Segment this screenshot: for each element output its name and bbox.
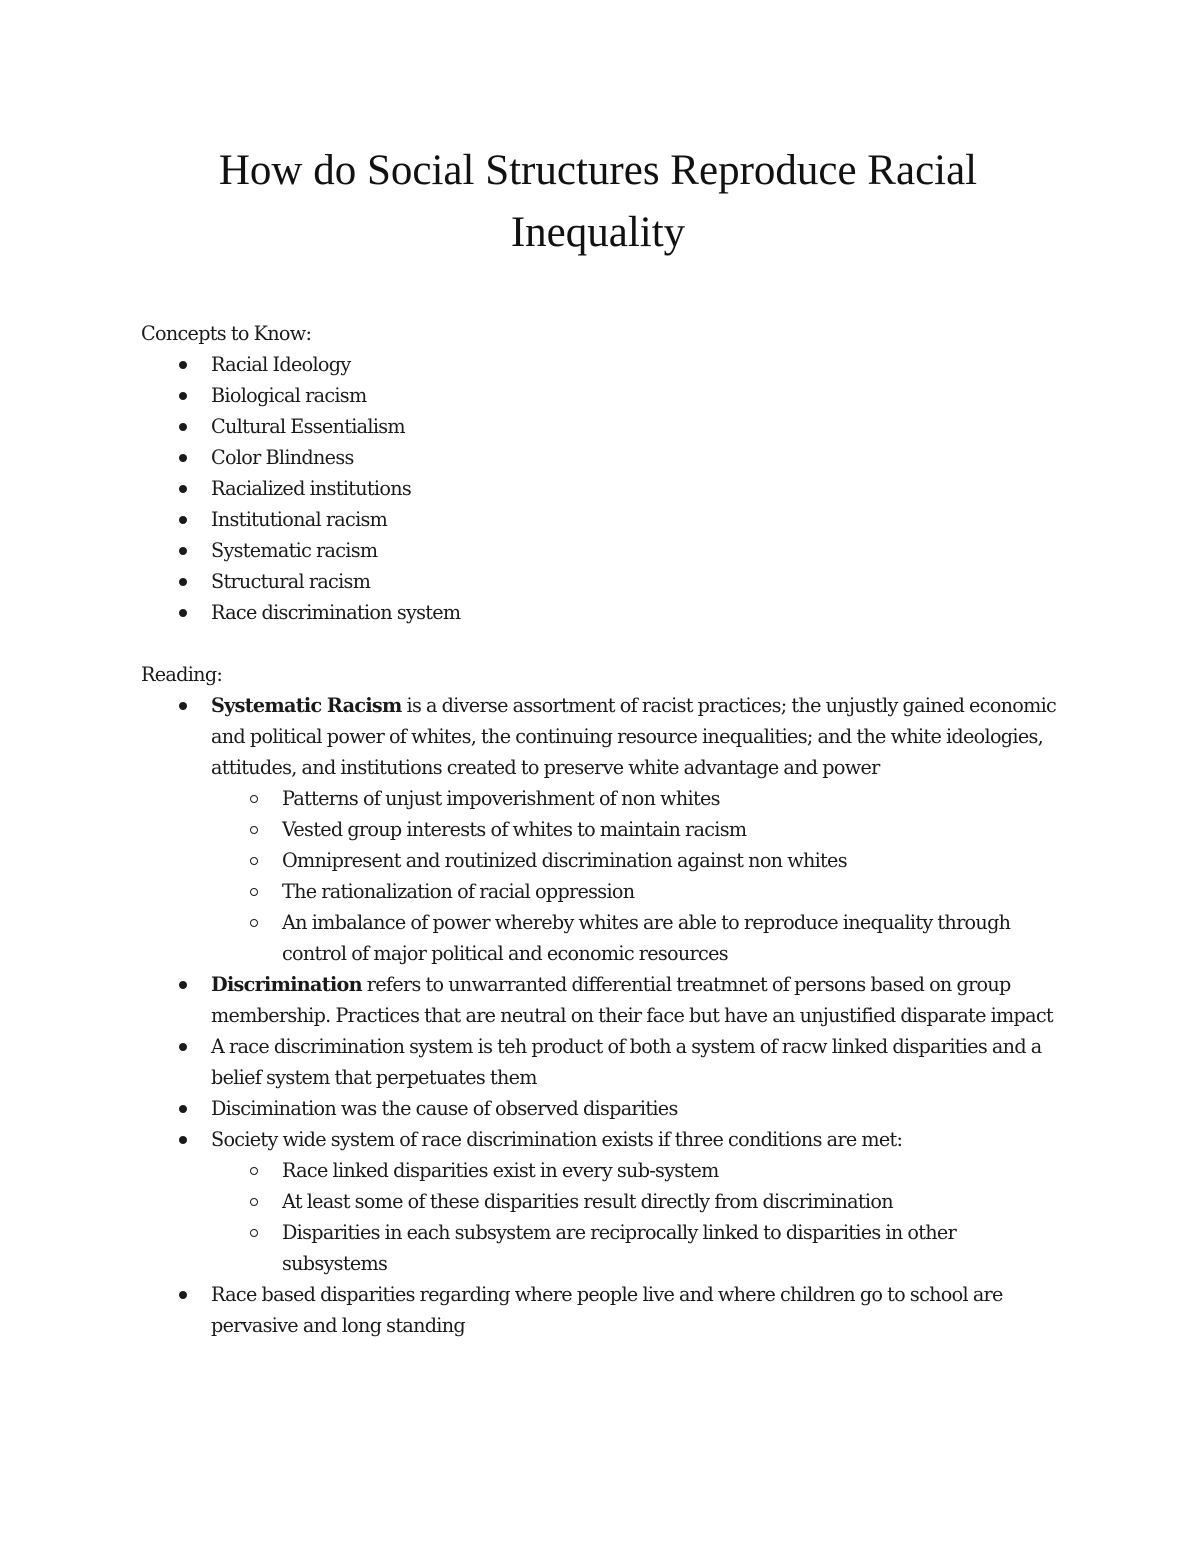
sub-list-item bbox=[210, 876, 1061, 907]
hollow-bullet-icon bbox=[250, 1198, 258, 1206]
concept-text: Cultural Essentialism bbox=[211, 415, 405, 438]
concept-text: Racialized institutions bbox=[211, 477, 412, 500]
list-item bbox=[141, 1031, 1061, 1093]
concept-text: Race discrimination system bbox=[211, 601, 461, 624]
hollow-bullet-icon bbox=[250, 857, 258, 865]
bullet-icon bbox=[179, 392, 187, 400]
bullet-icon bbox=[179, 981, 187, 989]
hollow-bullet-icon bbox=[250, 1229, 258, 1237]
reading-text: Discimination was the cause of observed disparities bbox=[211, 1097, 678, 1120]
list-item bbox=[141, 473, 1061, 504]
reading-text: Race based disparities regarding where people live and where children go to school are pervasive and long standing bbox=[211, 1283, 1003, 1337]
sub-text: Omnipresent and routinized discrimination against non whites bbox=[282, 849, 847, 872]
hollow-bullet-icon bbox=[250, 795, 258, 803]
sub-text: An imbalance of power whereby whites are able to reproduce inequality through control of major political and economic resources bbox=[282, 911, 1011, 965]
bullet-icon bbox=[179, 578, 187, 586]
sub-list bbox=[211, 1155, 1061, 1279]
sub-list-item bbox=[210, 1217, 1061, 1279]
document-title: How do Social Structures Reproduce Racial Inequality bbox=[218, 147, 978, 256]
term-systematic-racism: Systematic Racism bbox=[211, 694, 402, 717]
concept-text: Institutional racism bbox=[211, 508, 388, 531]
bullet-icon bbox=[179, 454, 187, 462]
spacer bbox=[141, 628, 1061, 659]
sub-text: The rationalization of racial oppression bbox=[282, 880, 635, 903]
bullet-icon bbox=[179, 609, 187, 617]
list-item bbox=[141, 566, 1061, 597]
reading-text: refers to unwarranted differential treatmnet of persons based on group membership. Practices that are neutral on their face but have an unjustified disparate impact bbox=[211, 973, 1053, 1027]
hollow-bullet-icon bbox=[250, 919, 258, 927]
bullet-icon bbox=[179, 1291, 187, 1299]
bullet-icon bbox=[179, 516, 187, 524]
document-body bbox=[141, 318, 1061, 1341]
concept-text: Color Blindness bbox=[211, 446, 354, 469]
list-item bbox=[141, 1093, 1061, 1124]
bullet-icon bbox=[179, 547, 187, 555]
list-item bbox=[141, 535, 1061, 566]
list-item bbox=[141, 504, 1061, 535]
hollow-bullet-icon bbox=[250, 1167, 258, 1175]
hollow-bullet-icon bbox=[250, 826, 258, 834]
concept-text: Racial Ideology bbox=[211, 353, 351, 376]
bullet-icon bbox=[179, 702, 187, 710]
bullet-icon bbox=[179, 485, 187, 493]
list-item bbox=[141, 1124, 1061, 1279]
sub-list-item bbox=[210, 814, 1061, 845]
sub-text: Disparities in each subsystem are reciprocally linked to disparities in other subsystems bbox=[282, 1221, 957, 1275]
bullet-icon bbox=[179, 1043, 187, 1051]
sub-text: Race linked disparities exist in every sub-system bbox=[282, 1159, 719, 1182]
bullet-icon bbox=[179, 423, 187, 431]
sub-text: At least some of these disparities result directly from discrimination bbox=[282, 1190, 893, 1213]
reading-text: Society wide system of race discrimination exists if three conditions are met: bbox=[211, 1128, 903, 1151]
sub-list-item bbox=[210, 845, 1061, 876]
list-item bbox=[141, 597, 1061, 628]
hollow-bullet-icon bbox=[250, 888, 258, 896]
concept-text: Systematic racism bbox=[211, 539, 378, 562]
concepts-label: Concepts to Know: bbox=[141, 322, 312, 345]
sub-text: Vested group interests of whites to maintain racism bbox=[282, 818, 747, 841]
concept-text: Structural racism bbox=[211, 570, 371, 593]
concept-text: Biological racism bbox=[211, 384, 367, 407]
concepts-list bbox=[141, 349, 1061, 628]
list-item bbox=[141, 380, 1061, 411]
list-item bbox=[141, 349, 1061, 380]
list-item bbox=[141, 969, 1061, 1031]
list-item bbox=[141, 411, 1061, 442]
list-item bbox=[141, 442, 1061, 473]
sub-list-item bbox=[210, 907, 1061, 969]
bullet-icon bbox=[179, 361, 187, 369]
bullet-icon bbox=[179, 1136, 187, 1144]
bullet-icon bbox=[179, 1105, 187, 1113]
reading-list bbox=[141, 690, 1061, 1341]
reading-text: is a diverse assortment of racist practices; the unjustly gained economic and political power of whites, the continuing resource inequalities; and the white ideologies, attitudes, and institutions created to preserve white advantage and power bbox=[211, 694, 1057, 779]
sub-list-item bbox=[210, 783, 1061, 814]
list-item bbox=[141, 1279, 1061, 1341]
term-discrimination: Discrimination bbox=[211, 973, 362, 996]
reading-text: A race discrimination system is teh product of both a system of racw linked disparities and a belief system that perpetuates them bbox=[211, 1035, 1042, 1089]
sub-list bbox=[211, 783, 1061, 969]
reading-label: Reading: bbox=[141, 663, 223, 686]
sub-list-item bbox=[210, 1186, 1061, 1217]
list-item bbox=[141, 690, 1061, 969]
sub-list-item bbox=[210, 1155, 1061, 1186]
sub-text: Patterns of unjust impoverishment of non whites bbox=[282, 787, 720, 810]
